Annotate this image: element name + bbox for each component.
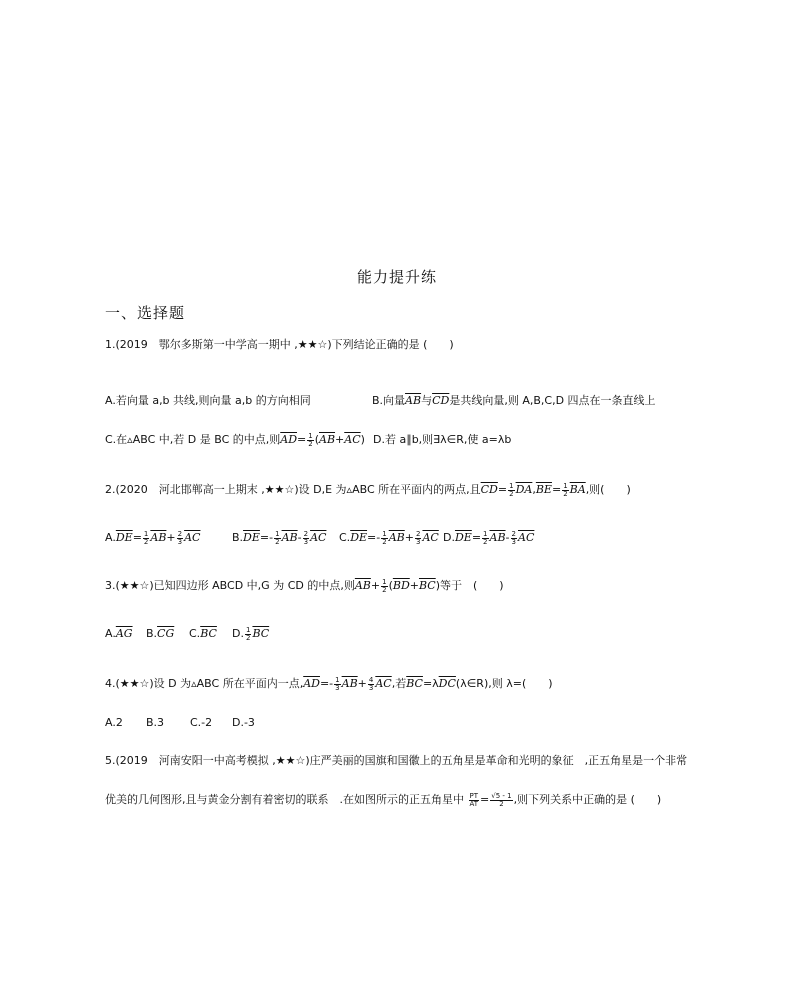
q1-option-d: D.若 a∥b,则∃λ∈R,使 a=λb: [373, 433, 512, 446]
option-label: A.: [105, 627, 116, 640]
denominator: AT: [469, 799, 479, 808]
q3-option-c: [189, 626, 217, 642]
numerator: 1: [382, 529, 387, 538]
q3-stem: [105, 578, 504, 594]
denominator: 3: [303, 537, 309, 546]
vector-bc: $\overline{BC}$: [406, 677, 423, 690]
option-label: D.: [232, 627, 244, 640]
denominator: 3: [368, 683, 374, 692]
q4-option-d: D.-3: [232, 716, 255, 729]
q4-stem-post: (λ∈R),则 λ=( ): [455, 677, 553, 690]
numerator: 1: [143, 529, 149, 538]
fraction-golden: [490, 793, 512, 808]
vector-de: $\overline{DE}$: [350, 531, 368, 544]
equals-lambda: =λ: [422, 677, 439, 690]
q1-option-c: [105, 432, 365, 448]
paren-open: (: [314, 433, 319, 446]
numerator: 1: [335, 675, 340, 684]
numerator: 1: [245, 625, 251, 634]
numerator: 1: [509, 481, 514, 490]
option-label: C.: [339, 531, 351, 544]
denominator: 2: [382, 585, 387, 594]
vector-cg: $\overline{CG}$: [157, 627, 175, 640]
denominator: 2: [308, 439, 313, 448]
vector-ac: $\overline{AC}$: [518, 531, 535, 544]
q2-option-c: [339, 530, 439, 546]
vector-ab: $\overline{AB}$: [354, 579, 371, 592]
equals: =: [259, 531, 270, 544]
q2-option-a: [105, 530, 200, 546]
numerator: PT: [469, 791, 479, 800]
denominator: 2: [382, 537, 387, 546]
option-label: B.: [146, 627, 158, 640]
q1-option-a: A.若向量 a,b 共线,则向量 a,b 的方向相同: [105, 394, 311, 407]
equals: =: [297, 433, 307, 446]
fraction: [562, 483, 568, 498]
vector-cd: $\overline{CD}$: [480, 483, 498, 496]
denominator: 3: [177, 537, 183, 546]
vector-ab: $\overline{AB}$: [388, 531, 405, 544]
vector-ab: $\overline{AB}$: [489, 531, 506, 544]
vector-bc: $\overline{BC}$: [200, 627, 217, 640]
q1-stem: 1.(2019 鄂尔多斯第一中学高一期中 ,★★☆)下列结论正确的是 ( ): [105, 338, 454, 351]
q5-line2-post: ,则下列关系中正确的是 ( ): [513, 793, 662, 806]
section-heading: 一、选择题: [105, 304, 186, 322]
fraction: [508, 483, 514, 498]
fraction: [307, 433, 313, 448]
sign: +: [166, 531, 176, 544]
vector-ab: $\overline{AB}$: [150, 531, 167, 544]
q2-stem-pre: 2.(2020 河北邯郸高一上期末 ,★★☆)设 D,E 为▵ABC 所在平面内的两点,且: [105, 483, 481, 496]
fraction: [143, 531, 149, 546]
equals: =: [471, 531, 482, 544]
numerator: √5 - 1: [491, 791, 512, 800]
fraction: [381, 531, 387, 546]
q4-stem: [105, 676, 553, 692]
equals: =: [480, 793, 490, 806]
denominator: 2: [509, 489, 514, 498]
denominator: 2: [245, 633, 251, 642]
q5-line2: [105, 792, 661, 808]
vector-de: $\overline{DE}$: [454, 531, 472, 544]
sign: -: [297, 531, 302, 544]
vector-de: $\overline{DE}$: [115, 531, 133, 544]
vector-ag: $\overline{AG}$: [115, 627, 133, 640]
equals: =: [497, 483, 508, 496]
vector-ac: $\overline{AC}$: [375, 677, 392, 690]
q1-b-post: 是共线向量,则 A,B,C,D 四点在一条直线上: [449, 394, 656, 407]
q3-stem-pre: 3.(★★☆)已知四边形 ABCD 中,G 为 CD 的中点,则: [105, 579, 355, 592]
plus: +: [409, 579, 419, 592]
comma: ,: [532, 483, 536, 496]
equals: =: [367, 531, 377, 544]
vector-ab: $\overline{AB}$: [341, 677, 358, 690]
vector-ad: $\overline{AD}$: [280, 433, 298, 446]
fraction: [177, 531, 183, 546]
q4-option-b: B.3: [146, 716, 165, 729]
sign: -: [376, 531, 381, 544]
fraction: [381, 579, 387, 594]
vector-bc: $\overline{BC}$: [418, 579, 436, 592]
denominator: 3: [335, 683, 340, 692]
vector-ac: $\overline{AC}$: [344, 433, 361, 446]
vector-ab: $\overline{AB}$: [319, 433, 336, 446]
plus: +: [335, 433, 345, 446]
q1-c-pre: C.在▵ABC 中,若 D 是 BC 的中点,则: [105, 433, 281, 446]
fraction: [368, 677, 374, 692]
numerator: 4: [368, 675, 374, 684]
sign: +: [404, 531, 414, 544]
denominator: 2: [499, 799, 504, 808]
fraction: [274, 531, 280, 546]
denominator: 2: [143, 537, 149, 546]
page-title: 能力提升练: [356, 268, 437, 286]
fraction: [245, 627, 251, 642]
denominator: 2: [563, 489, 568, 498]
vector-be: $\overline{BE}$: [535, 483, 552, 496]
paren-close: ): [435, 579, 440, 592]
paren-open: (: [388, 579, 393, 592]
numerator: 2: [303, 529, 309, 538]
vector-cd: $\overline{CD}$: [432, 394, 450, 407]
vector-dc: $\overline{DC}$: [438, 677, 456, 690]
q2-stem-post: ,则( ): [585, 483, 631, 496]
denominator: 2: [275, 537, 280, 546]
fraction: [511, 531, 517, 546]
q4-option-a: A.2: [105, 716, 123, 729]
q4-option-c: C.-2: [190, 716, 213, 729]
sign: -: [269, 531, 274, 544]
q2-stem: [105, 482, 631, 498]
vector-da: $\overline{DA}$: [515, 483, 533, 496]
q2-option-d: [443, 530, 534, 546]
equals: =: [551, 483, 562, 496]
option-label: D.: [443, 531, 455, 544]
plus: +: [357, 677, 367, 690]
vector-bd: $\overline{BD}$: [392, 579, 410, 592]
numerator: 1: [308, 431, 313, 440]
denominator: 2: [483, 537, 488, 546]
numerator: 2: [177, 529, 183, 538]
q1-option-b: [372, 393, 656, 409]
vector-ad: $\overline{AD}$: [303, 677, 320, 690]
equals: =: [132, 531, 142, 544]
paren-close: ): [360, 433, 365, 446]
q5-line1: 5.(2019 河南安阳一中高考模拟 ,★★☆)庄严美丽的国旗和国徽上的五角星是革命和光明的象征 ,正五角星是一个非常: [105, 754, 688, 767]
fraction: [415, 531, 421, 546]
q3-stem-post: 等于 ( ): [440, 579, 504, 592]
numerator: 1: [382, 577, 387, 586]
fraction: [482, 531, 488, 546]
q5-line2-pre: 优美的几何图形,且与黄金分割有着密切的联系 .在如图所示的正五角星中: [105, 793, 464, 806]
vector-ac: $\overline{AC}$: [184, 531, 201, 544]
numerator: 2: [511, 529, 516, 538]
q2-option-b: [232, 530, 326, 546]
denominator: 3: [511, 537, 516, 546]
fraction: [303, 531, 309, 546]
vector-ab: $\overline{AB}$: [281, 531, 298, 544]
sign: -: [505, 531, 510, 544]
vector-ac: $\overline{AC}$: [422, 531, 439, 544]
vector-de: $\overline{DE}$: [243, 531, 260, 544]
equals-minus: =-: [319, 677, 334, 690]
numerator: 2: [415, 529, 421, 538]
fraction: [334, 677, 340, 692]
numerator: 1: [483, 529, 488, 538]
denominator: 3: [415, 537, 421, 546]
vector-ac: $\overline{AC}$: [310, 531, 327, 544]
q4-stem-pre: 4.(★★☆)设 D 为▵ABC 所在平面内一点,: [105, 677, 304, 690]
option-label: C.: [189, 627, 201, 640]
q4-mid: ,若: [391, 677, 407, 690]
numerator: 1: [563, 481, 568, 490]
vector-ba: $\overline{BA}$: [569, 483, 586, 496]
plus: +: [370, 579, 381, 592]
q3-option-d: [232, 626, 269, 642]
fraction-pt-at: [469, 793, 480, 808]
option-label: B.: [232, 531, 244, 544]
q1-b-pre: B.向量: [372, 394, 406, 407]
q3-option-b: [146, 626, 174, 642]
q3-option-a: [105, 626, 133, 642]
option-label: A.: [105, 531, 116, 544]
q1-b-mid: 与: [421, 394, 433, 407]
vector-ab: $\overline{AB}$: [405, 394, 422, 407]
numerator: 1: [275, 529, 280, 538]
vector-bc: $\overline{BC}$: [252, 627, 270, 640]
